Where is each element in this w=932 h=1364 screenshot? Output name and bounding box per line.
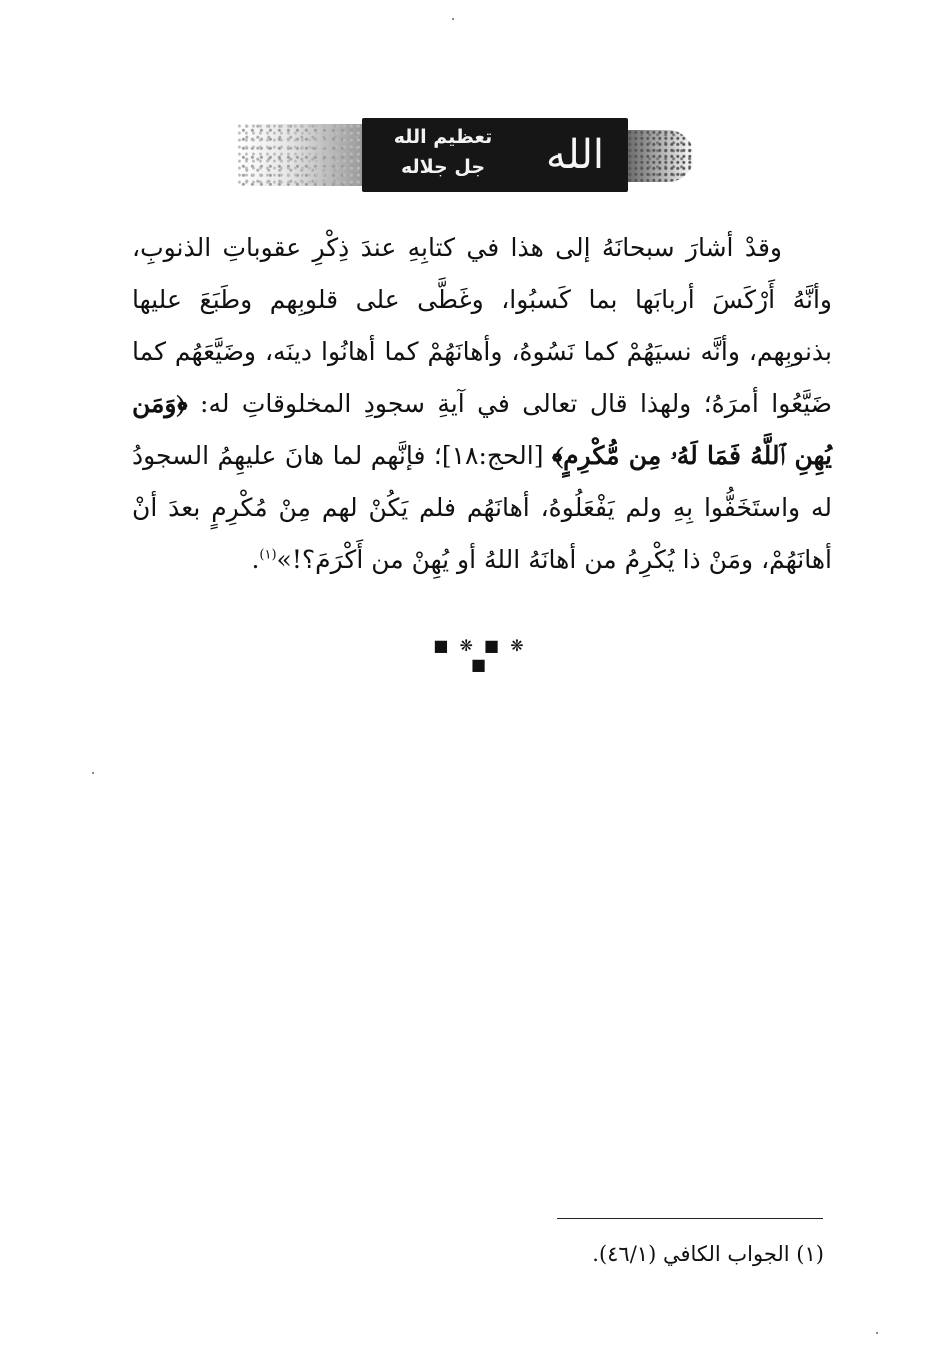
section-separator-ornament: ■ ❋ ■ ❋ ■ bbox=[433, 636, 527, 674]
scan-speck bbox=[92, 772, 94, 774]
header-title-line1: تعظيم الله bbox=[393, 126, 493, 148]
calligraphy-emblem: الله bbox=[546, 132, 604, 178]
footnote-reference: (١) bbox=[259, 547, 277, 563]
paragraph-text-before-verse: وقدْ أشارَ سبحانَهُ إلى هذا في كتابِهِ عندَ ذِكْرِ عقوباتِ الذنوبِ، وأنَّهُ أَرْكَسَ أربابَها بما كَسبُوا، وغَطَّى على قلوبِهم وطَبَعَ عليها بذنوبِهم، وأنَّه نسيَهُمْ كما نَسُوهُ، وأهانَهُمْ كما أهانُوا دينَه، وضَيَّعَهُم كما ضَيَّعُوا أمرَهُ؛ ولهذا قال تعالى في آيةِ سجودِ المخلوقاتِ له: bbox=[132, 233, 832, 418]
paragraph-text-after-verse: [الحج:١٨]؛ فإنَّهم لما هانَ عليهِمُ السجودُ له واستَخَفُّوا بِهِ ولم يَفْعَلُوهُ، أهانَهُم فلم يَكُنْ لهم مِنْ مُكْرِمٍ بعدَ أنْ أهانَهُمْ، ومَنْ ذا يُكْرِمُ من أهانَهُ اللهُ أو يُهِنْ من أَكْرَمَ؟!» bbox=[132, 441, 832, 574]
body-paragraph-block bbox=[132, 222, 832, 586]
banner-texture-left bbox=[238, 124, 362, 186]
scan-speck bbox=[452, 18, 454, 20]
body-paragraph bbox=[132, 222, 832, 586]
banner-texture-right bbox=[628, 130, 694, 182]
chapter-header-banner bbox=[238, 118, 694, 192]
footnote-text: (١) الجواب الكافي (٤٦/١). bbox=[592, 1242, 824, 1266]
quran-verse: ﴿وَمَن يُهِنِ ٱللَّهُ فَمَا لَهُۥ مِن مُّكْرِمٍ﴾ bbox=[132, 389, 833, 470]
scan-speck bbox=[876, 1332, 878, 1334]
paragraph-end-mark: . bbox=[251, 545, 260, 574]
header-title-line2: جل جلاله bbox=[400, 156, 486, 178]
footnote-divider bbox=[557, 1218, 823, 1219]
